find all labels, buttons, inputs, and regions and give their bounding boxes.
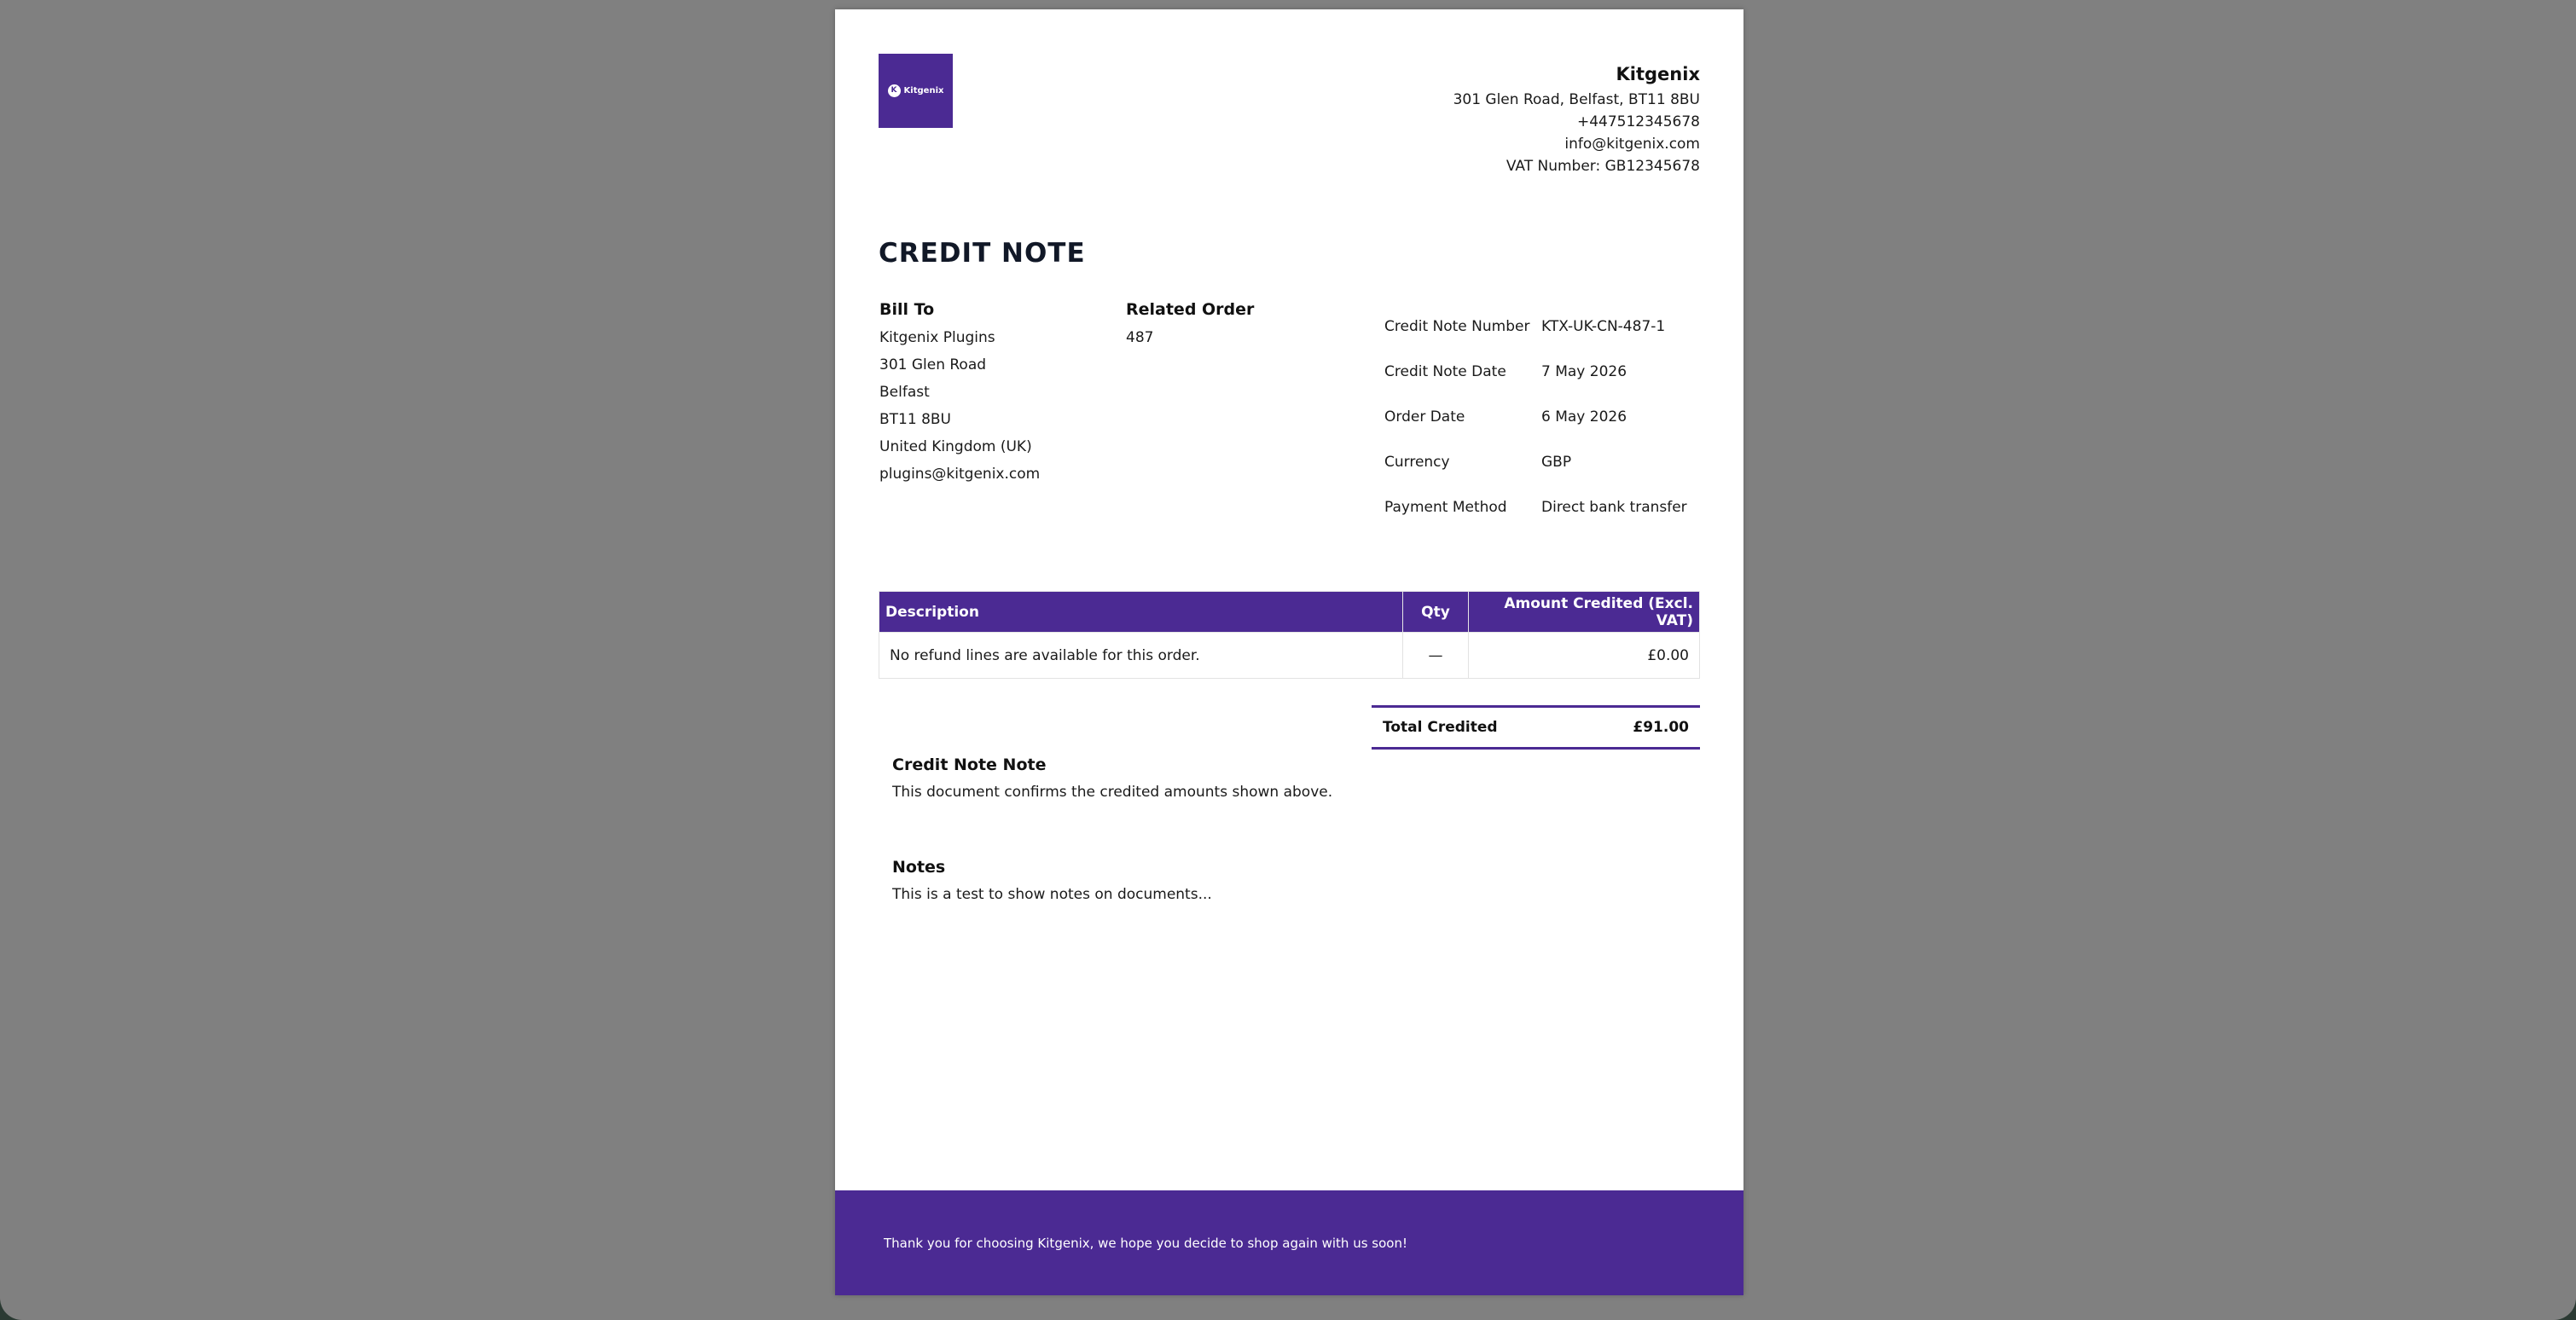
total-credited-label: Total Credited	[1383, 719, 1498, 736]
meta-row-credit-note-number	[1384, 313, 1700, 340]
credit-note-meta	[1384, 313, 1700, 521]
company-vat-number: VAT Number: GB12345678	[1506, 158, 1700, 175]
column-header-amount: Amount Credited (Excl. VAT)	[1469, 592, 1700, 633]
credit-note-note-section	[892, 756, 1332, 803]
meta-row-order-date	[1384, 403, 1700, 431]
meta-label: Credit Note Date	[1384, 363, 1506, 380]
credit-note-page	[835, 9, 1743, 1295]
bill-to-email: plugins@kitgenix.com	[879, 466, 1041, 483]
meta-label: Order Date	[1384, 408, 1465, 426]
total-credited-row	[1372, 705, 1700, 750]
credit-note-note-heading: Credit Note Note	[892, 756, 1047, 774]
page-footer	[835, 1190, 1743, 1295]
company-details	[1453, 64, 1700, 177]
table-row	[879, 633, 1700, 679]
notes-text: This is a test to show notes on documents...	[892, 886, 1212, 903]
bill-to-heading: Bill To	[879, 300, 935, 319]
related-order-heading: Related Order	[1126, 300, 1255, 319]
logo-text: Kitgenix	[903, 86, 944, 96]
meta-label: Payment Method	[1384, 499, 1507, 516]
meta-value: Direct bank transfer	[1541, 499, 1687, 516]
meta-value: GBP	[1541, 454, 1572, 471]
company-logo	[879, 54, 953, 128]
cell-qty: —	[1403, 633, 1469, 679]
bill-to-section	[879, 300, 1040, 488]
document-title: CREDIT NOTE	[879, 238, 1086, 269]
logo-mark-icon: K	[888, 84, 901, 97]
meta-row-payment-method	[1384, 494, 1700, 521]
cell-amount: £0.00	[1469, 633, 1700, 679]
meta-value: 7 May 2026	[1541, 363, 1627, 380]
meta-label: Credit Note Number	[1384, 318, 1530, 335]
bill-to-street: 301 Glen Road	[879, 356, 987, 373]
company-phone: +447512345678	[1576, 113, 1700, 130]
notes-section	[892, 858, 1212, 906]
company-name: Kitgenix	[1616, 64, 1700, 84]
company-email: info@kitgenix.com	[1564, 136, 1700, 153]
bill-to-city: Belfast	[879, 384, 930, 401]
column-header-description: Description	[879, 592, 1403, 633]
total-credited-value: £91.00	[1633, 719, 1689, 736]
meta-value: KTX-UK-CN-487-1	[1541, 318, 1666, 335]
meta-label: Currency	[1384, 454, 1450, 471]
bill-to-postcode: BT11 8BU	[879, 411, 952, 428]
column-header-qty: Qty	[1403, 592, 1469, 633]
meta-value: 6 May 2026	[1541, 408, 1627, 426]
related-order-number: 487	[1126, 329, 1154, 346]
meta-row-credit-note-date	[1384, 358, 1700, 385]
cell-description: No refund lines are available for this order.	[879, 633, 1403, 679]
table-header-row	[879, 592, 1700, 633]
bill-to-name: Kitgenix Plugins	[879, 329, 995, 346]
footer-message: Thank you for choosing Kitgenix, we hope you decide to shop again with us soon!	[884, 1235, 1407, 1251]
meta-row-currency	[1384, 449, 1700, 476]
bill-to-country: United Kingdom (UK)	[879, 438, 1032, 455]
notes-heading: Notes	[892, 858, 946, 877]
line-items-table	[879, 591, 1700, 679]
company-address: 301 Glen Road, Belfast, BT11 8BU	[1453, 91, 1700, 108]
credit-note-note-text: This document confirms the credited amounts shown above.	[892, 784, 1333, 801]
related-order-section	[1126, 300, 1254, 351]
